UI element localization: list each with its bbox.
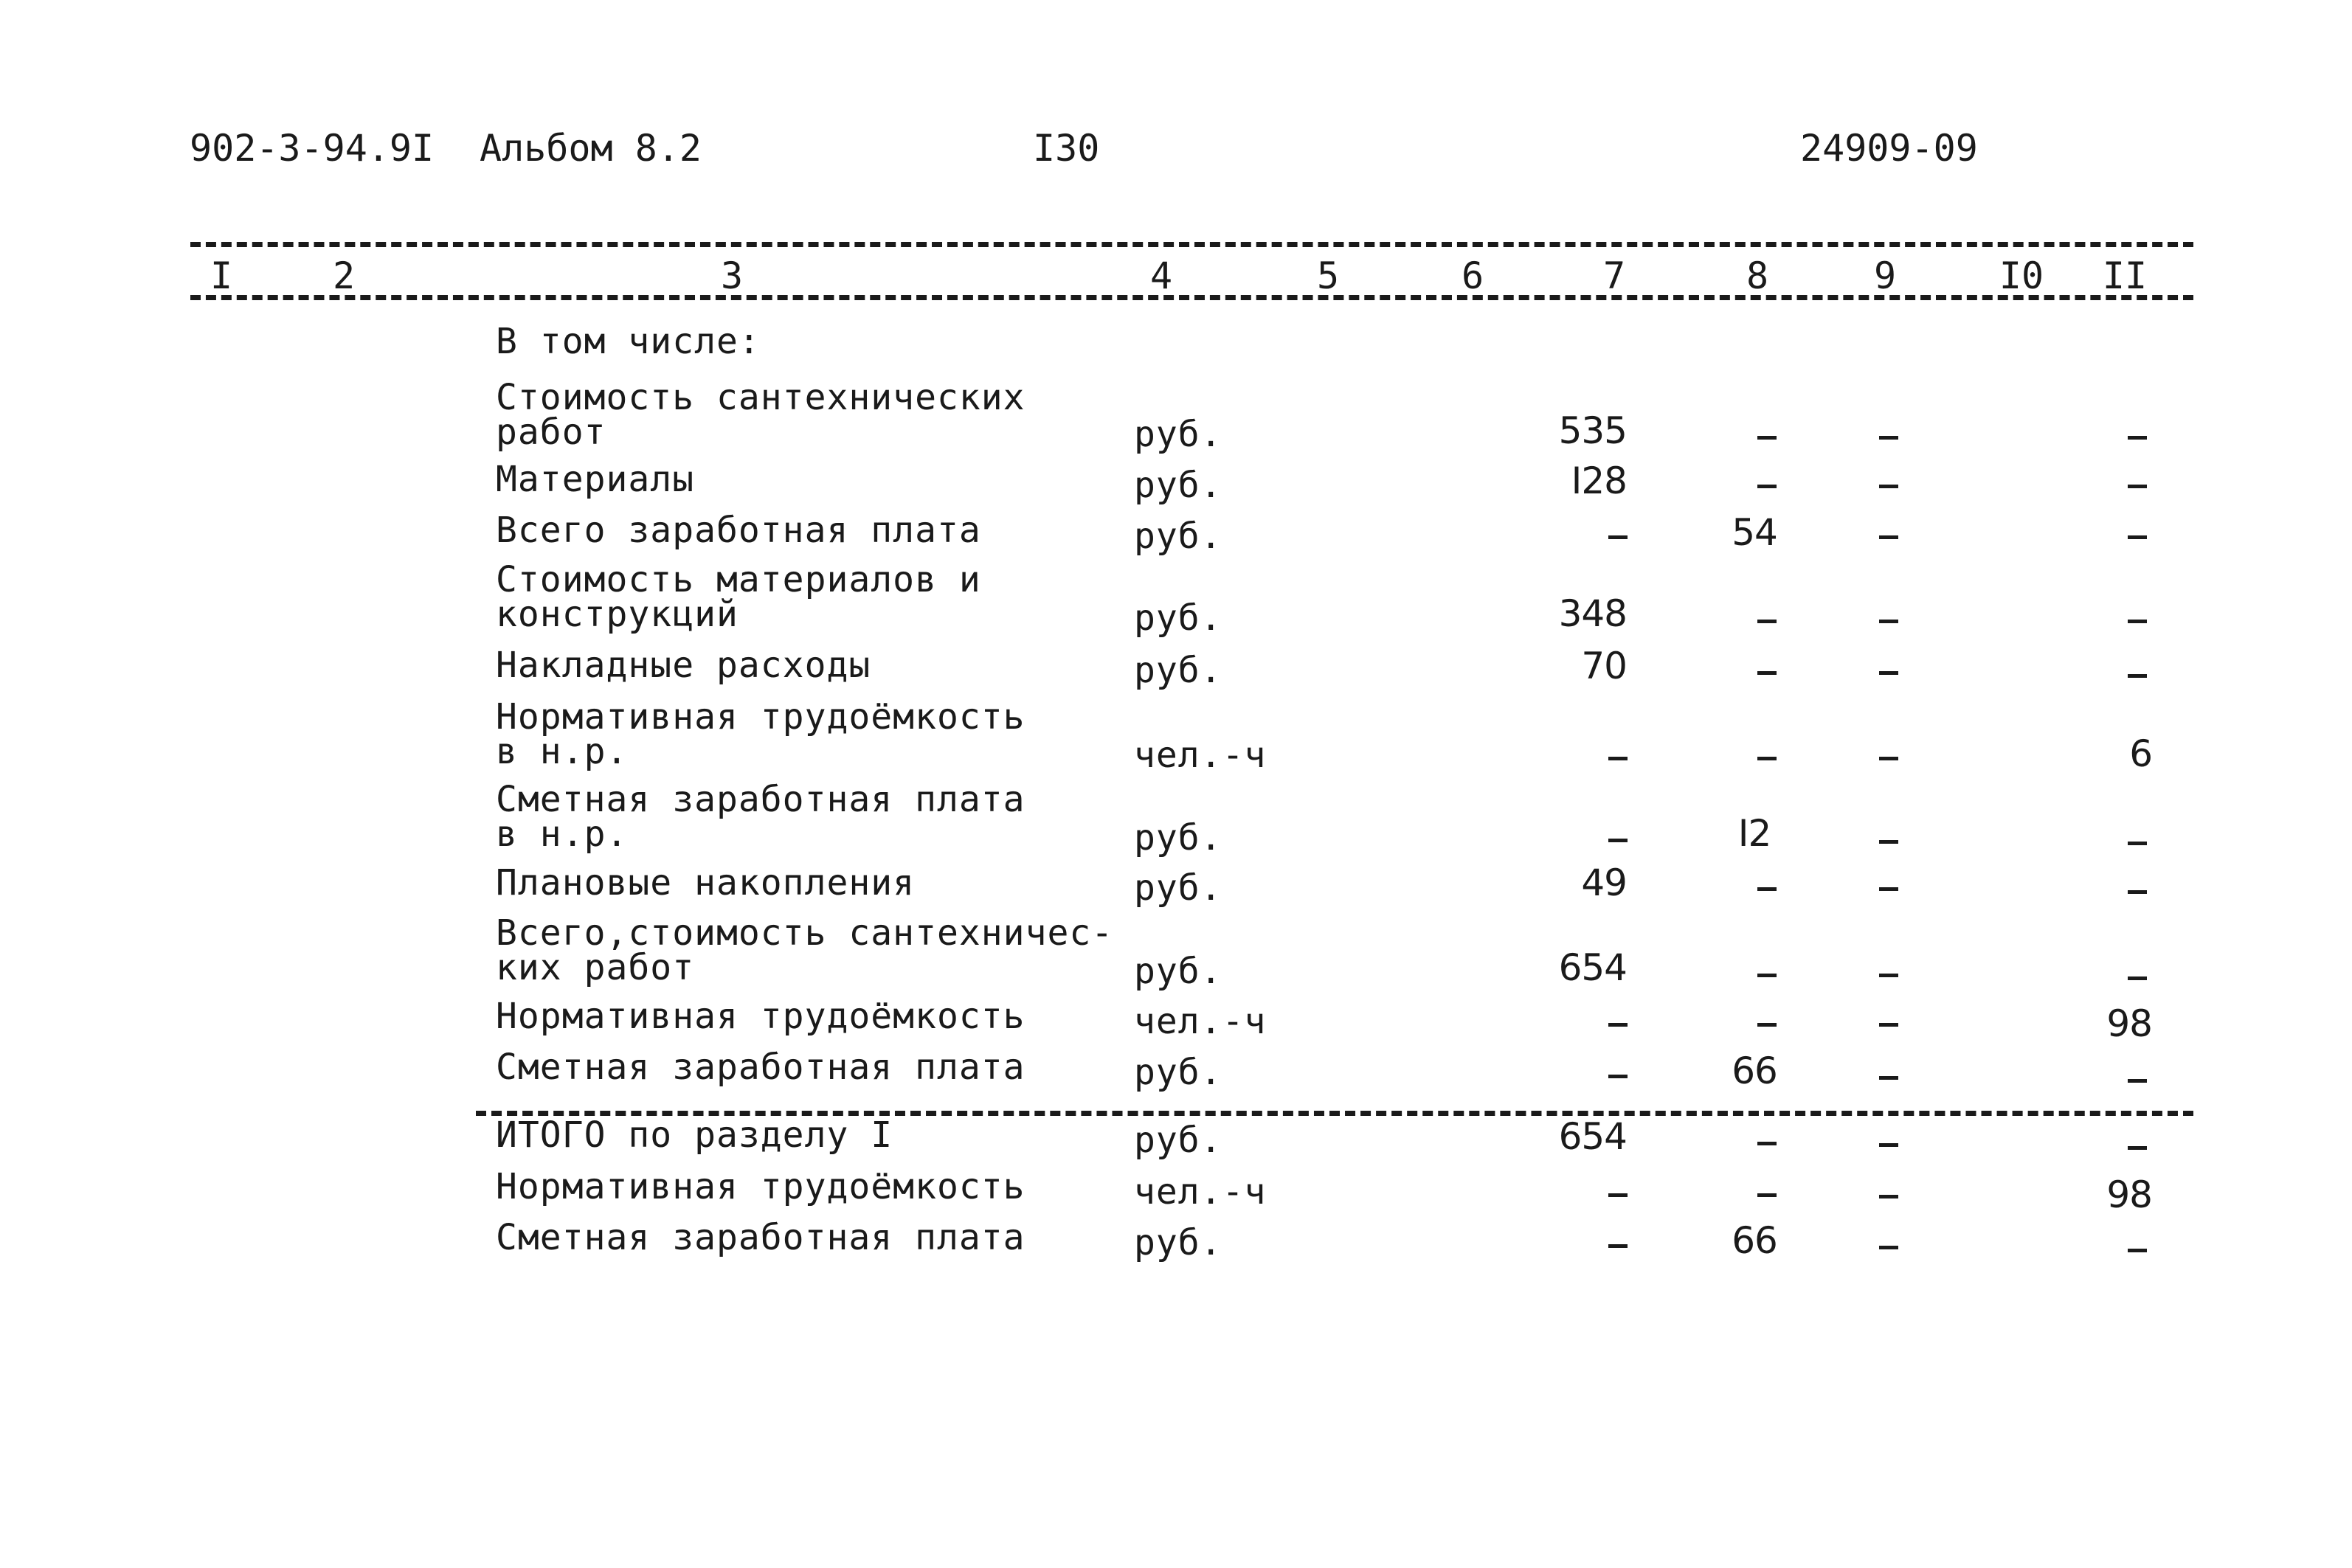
value-col7-dash [1608, 757, 1628, 760]
value-col7: 348 [1558, 592, 1627, 635]
value-col7: I28 [1571, 459, 1627, 502]
value-col7-dash [1608, 1193, 1628, 1197]
column-number: 4 [1149, 254, 1173, 297]
value-col9-dash [1879, 840, 1898, 844]
row-label: Нормативная трудоёмкость [496, 1166, 1025, 1207]
row-unit: руб. [1134, 465, 1222, 506]
row-label: В том числе: [496, 321, 761, 362]
value-col7: 535 [1558, 409, 1627, 452]
value-col11: 98 [2106, 1173, 2152, 1216]
value-col9-dash [1879, 1195, 1898, 1198]
value-col9-dash [1879, 757, 1898, 760]
row-label: Плановые накопления [496, 862, 916, 903]
value-col9-dash [1879, 1246, 1898, 1249]
value-col9-dash [1879, 620, 1898, 623]
row-unit: чел.-ч [1134, 1001, 1267, 1042]
value-col8-dash [1757, 1023, 1777, 1027]
column-header-top-rule [190, 242, 2193, 247]
row-unit: руб. [1134, 867, 1222, 909]
value-col7-dash [1608, 839, 1628, 842]
value-col9-dash [1879, 671, 1898, 675]
value-col7-dash [1608, 535, 1628, 539]
row-label: Накладные расходы [496, 645, 871, 686]
row-label: ИТОГО по разделу I [496, 1114, 893, 1156]
value-col8-dash [1757, 485, 1777, 488]
value-col11-dash [2128, 976, 2147, 980]
value-col8: 66 [1732, 1050, 1777, 1092]
column-number: 2 [332, 254, 356, 297]
row-label: Сметная заработная плата [496, 1217, 1025, 1258]
value-col7-dash [1608, 1023, 1628, 1027]
document-code: 24909-09 [1800, 127, 1978, 170]
value-col11-dash [2128, 674, 2147, 678]
row-label: Всего заработная плата [496, 510, 981, 551]
row-unit: руб. [1134, 650, 1222, 691]
value-col11-dash [2128, 1249, 2147, 1252]
row-unit: руб. [1134, 1052, 1222, 1093]
row-unit: руб. [1134, 817, 1222, 858]
value-col8-dash [1757, 1193, 1777, 1197]
column-number: 5 [1316, 254, 1340, 297]
row-label: Сметная заработная плата [496, 1047, 1025, 1088]
row-unit: руб. [1134, 516, 1222, 557]
column-number: I [210, 254, 233, 297]
value-col9-dash [1879, 1023, 1898, 1027]
value-col8-dash [1757, 436, 1777, 440]
doc-number: 902-3-94.9I [190, 127, 435, 170]
row-unit: руб. [1134, 414, 1222, 455]
value-col7: 49 [1581, 861, 1627, 904]
column-number: 3 [720, 254, 744, 297]
album-label: Альбом 8.2 [480, 127, 702, 170]
value-col8-dash [1757, 974, 1777, 977]
value-col8-dash [1757, 620, 1777, 623]
value-col8-dash [1757, 1142, 1777, 1145]
row-label: Всего,стоимость сантехничес- ких работ [496, 912, 1114, 988]
column-number: 7 [1602, 254, 1626, 297]
value-col9-dash [1879, 436, 1898, 440]
value-col8: 66 [1732, 1219, 1777, 1262]
column-number: 6 [1461, 254, 1484, 297]
value-col8-dash [1757, 887, 1777, 891]
row-label: Стоимость материалов и конструкций [496, 559, 981, 635]
row-unit: чел.-ч [1134, 1171, 1267, 1213]
row-label: Нормативная трудоёмкость [496, 996, 1025, 1037]
column-number: 9 [1873, 254, 1897, 297]
row-label: Материалы [496, 459, 695, 500]
value-col8-dash [1757, 757, 1777, 760]
value-col11-dash [2128, 1146, 2147, 1150]
value-col7: 654 [1558, 946, 1627, 989]
row-unit: руб. [1134, 1222, 1222, 1263]
column-number: II [2102, 254, 2148, 297]
value-col11-dash [2128, 842, 2147, 845]
value-col7-dash [1608, 1244, 1628, 1248]
value-col9-dash [1879, 1076, 1898, 1080]
row-label: Стоимость сантехнических работ [496, 377, 1025, 453]
value-col9-dash [1879, 1143, 1898, 1147]
row-unit: чел.-ч [1134, 735, 1267, 776]
value-col7: 654 [1558, 1115, 1627, 1158]
value-col11-dash [2128, 436, 2147, 440]
value-col9-dash [1879, 974, 1898, 977]
value-col11: 98 [2106, 1002, 2152, 1045]
value-col9-dash [1879, 887, 1898, 891]
value-col11-dash [2128, 485, 2147, 488]
value-col11: 6 [2129, 732, 2152, 775]
row-unit: руб. [1134, 951, 1222, 992]
row-unit: руб. [1134, 1120, 1222, 1161]
value-col7: 70 [1581, 645, 1627, 687]
value-col11-dash [2128, 890, 2147, 894]
value-col9-dash [1879, 535, 1898, 539]
row-label: Нормативная трудоёмкость в н.р. [496, 696, 1025, 772]
value-col9-dash [1879, 485, 1898, 488]
value-col8-dash [1757, 671, 1777, 675]
column-number: I0 [1999, 254, 2044, 297]
row-label: Сметная заработная плата в н.р. [496, 779, 1025, 855]
value-col8: 54 [1732, 511, 1777, 554]
page-number: I30 [1033, 127, 1100, 170]
value-col7-dash [1608, 1075, 1628, 1078]
value-col11-dash [2128, 620, 2147, 623]
value-col11-dash [2128, 535, 2147, 539]
row-unit: руб. [1134, 597, 1222, 639]
value-col11-dash [2128, 1079, 2147, 1083]
column-number: 8 [1746, 254, 1769, 297]
value-col8: I2 [1737, 812, 1771, 855]
